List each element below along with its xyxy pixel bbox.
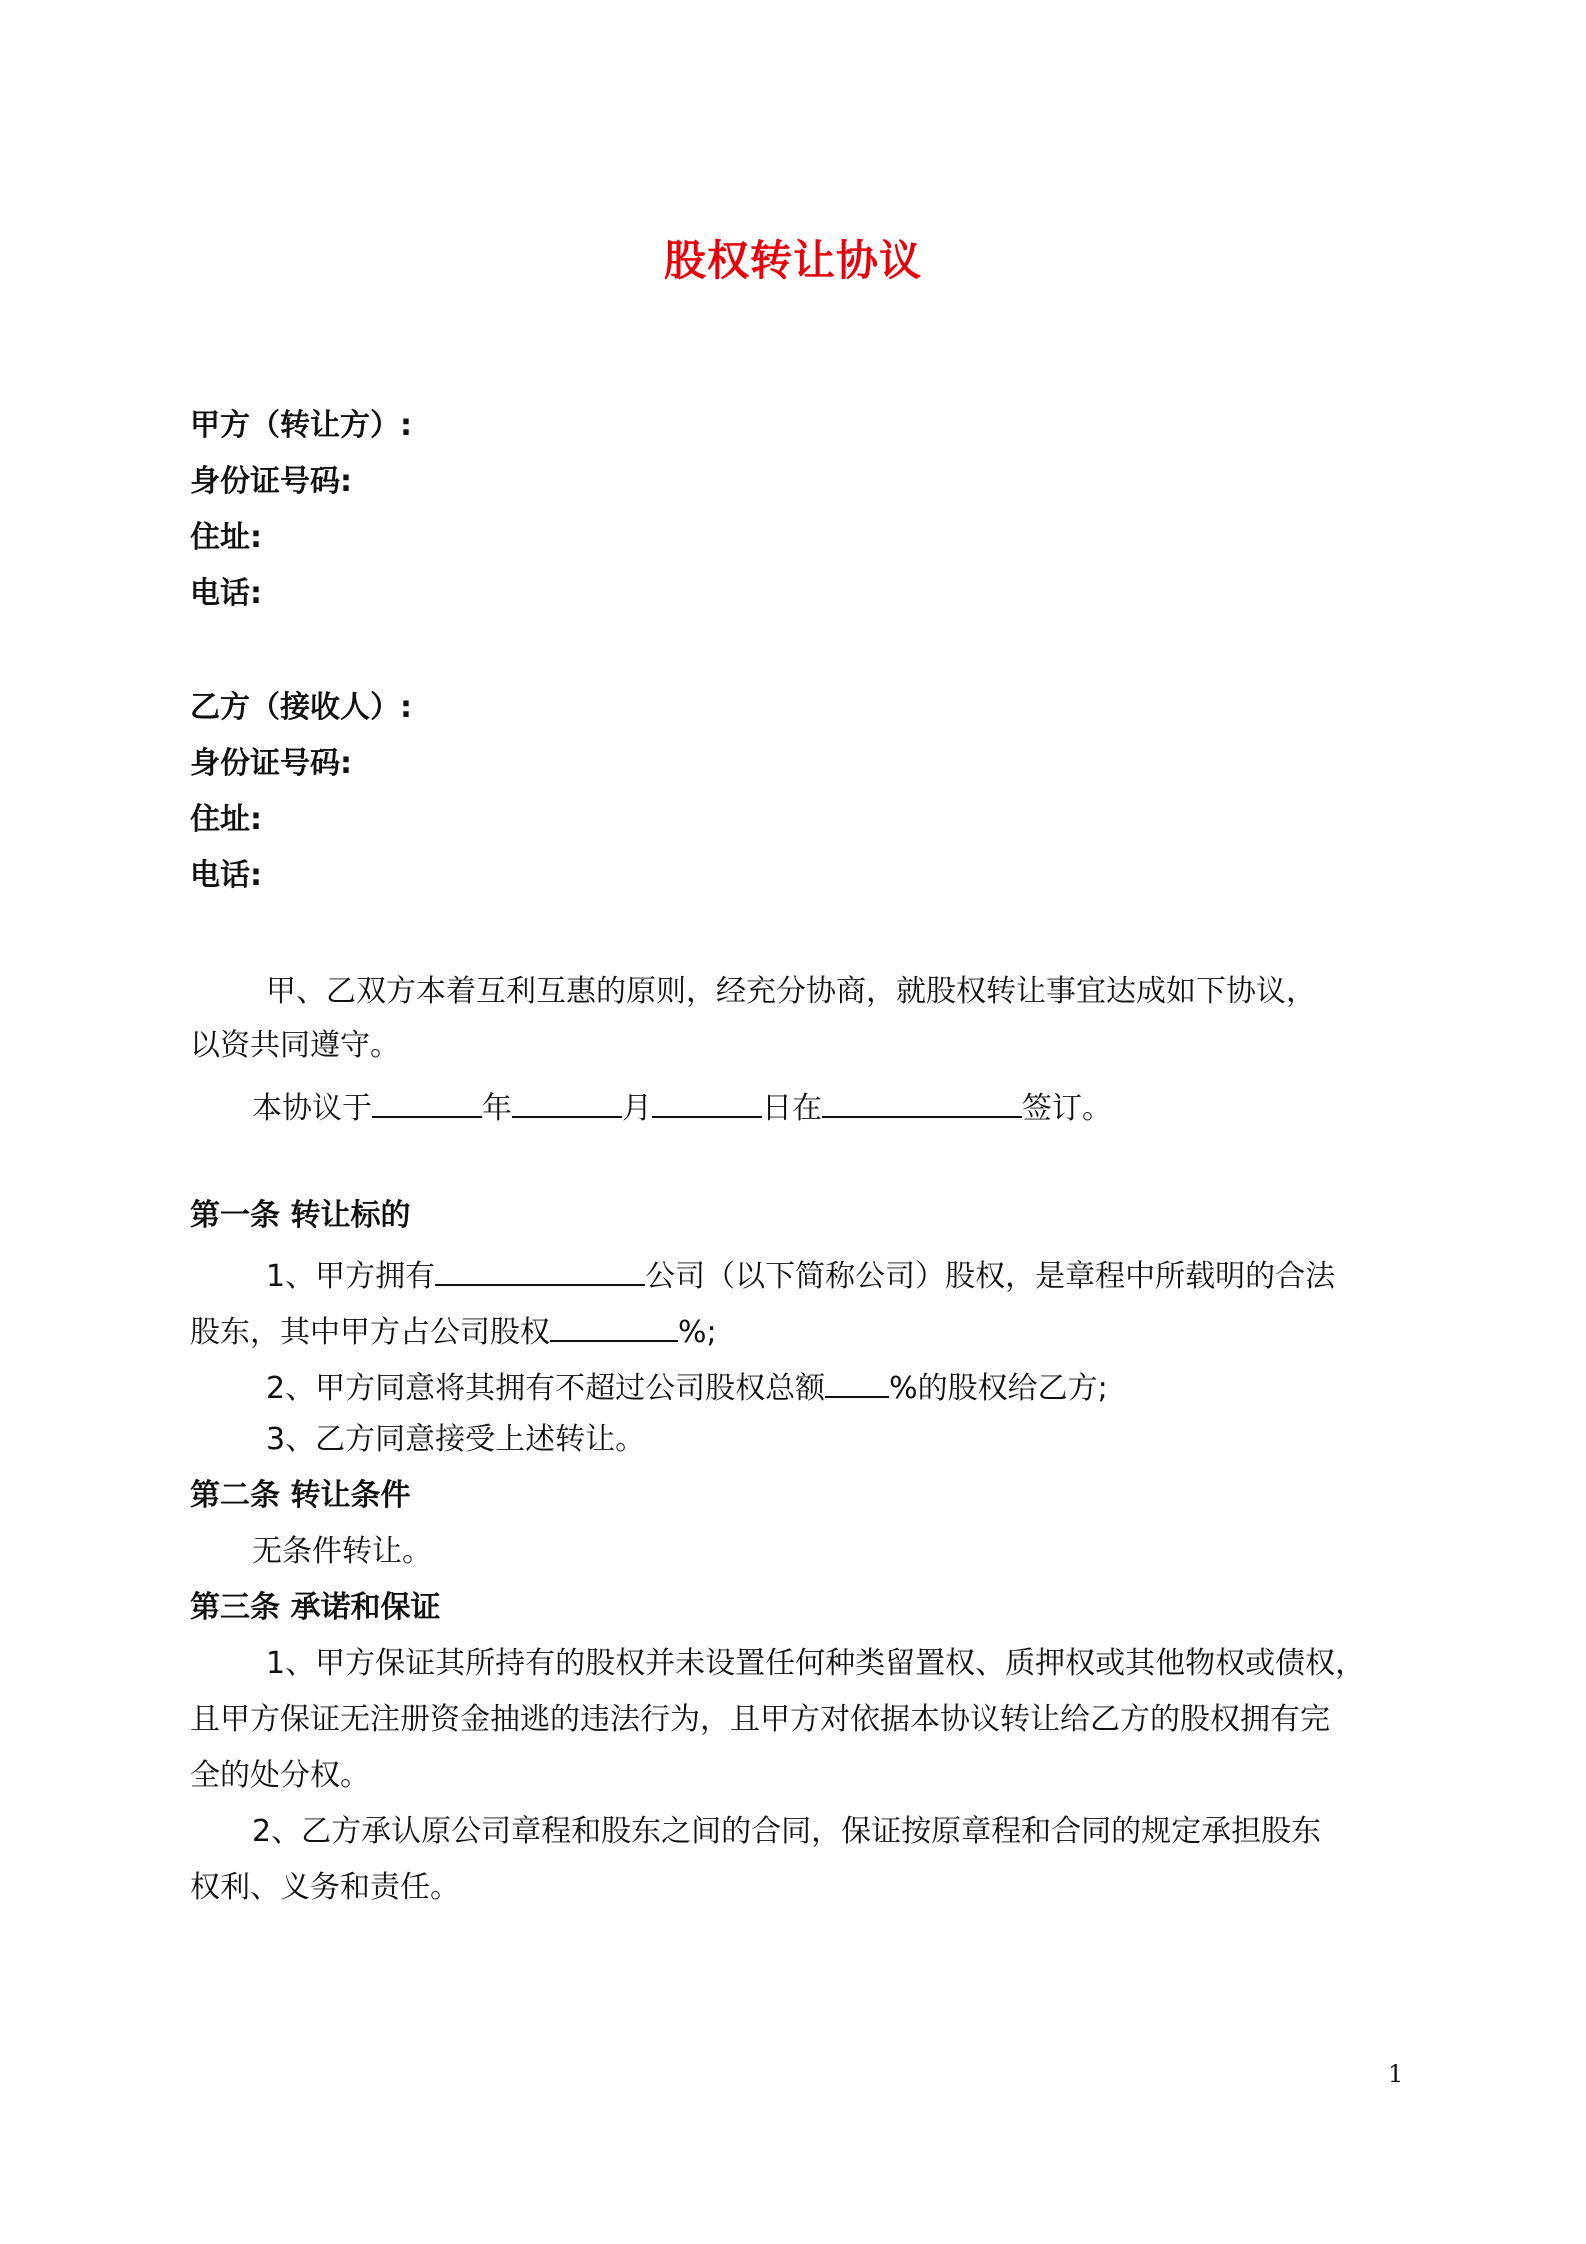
party-b-name-label: 乙方（接收人）: — [190, 690, 412, 725]
article-3-item-1-line-1: 1、甲方保证其所持有的股权并未设置任何种类留置权、质押权或其他物权或债权， — [266, 1646, 1366, 1681]
article-3-heading: 第三条 承诺和保证 — [190, 1590, 441, 1625]
article-1-item-2 — [266, 1364, 1108, 1409]
article-1-item-1 — [266, 1252, 1335, 1297]
document-title: 股权转让协议 — [663, 236, 922, 285]
article-3-item-2-line-2: 权利、义务和责任。 — [190, 1870, 460, 1905]
item-text: 1、甲方拥有 — [266, 1259, 436, 1294]
article-1-heading: 第一条 转让标的 — [190, 1198, 411, 1233]
party-a-id-label: 身份证号码: — [190, 464, 352, 499]
intro-line-2: 以资共同遵守。 — [190, 1028, 400, 1063]
month-label: 月 — [622, 1091, 652, 1126]
company-name-blank[interactable] — [435, 1252, 645, 1286]
month-blank[interactable] — [512, 1084, 622, 1118]
item-text: %; — [678, 1315, 717, 1350]
signed-label: 签订。 — [1022, 1091, 1112, 1126]
article-1-item-1-cont — [190, 1308, 717, 1353]
place-blank[interactable] — [822, 1084, 1022, 1118]
page-number: 1 — [1388, 2060, 1404, 2088]
day-at-label: 日在 — [762, 1091, 822, 1126]
signing-prefix: 本协议于 — [252, 1091, 372, 1126]
article-3-item-2-line-1: 2、乙方承认原公司章程和股东之间的合同，保证按原章程和合同的规定承担股东 — [252, 1814, 1322, 1849]
year-label: 年 — [482, 1091, 512, 1126]
party-b-phone-label: 电话: — [190, 858, 262, 893]
article-3-item-1-line-3: 全的处分权。 — [190, 1758, 370, 1793]
item-text: 2、甲方同意将其拥有不超过公司股权总额 — [266, 1371, 826, 1406]
item-text: %的股权给乙方; — [889, 1371, 1108, 1406]
item-text: 公司（以下简称公司）股权，是章程中所载明的合法 — [645, 1259, 1336, 1294]
article-1-item-3: 3、乙方同意接受上述转让。 — [266, 1422, 646, 1457]
party-b-id-label: 身份证号码: — [190, 746, 352, 781]
transfer-percent-blank[interactable] — [825, 1364, 889, 1398]
party-a-address-label: 住址: — [190, 520, 262, 555]
party-b-address-label: 住址: — [190, 802, 262, 837]
share-percent-blank[interactable] — [550, 1308, 678, 1342]
day-blank[interactable] — [652, 1084, 762, 1118]
article-3-item-1-line-2: 且甲方保证无注册资金抽逃的违法行为，且甲方对依据本协议转让给乙方的股权拥有完 — [190, 1702, 1330, 1737]
party-a-phone-label: 电话: — [190, 576, 262, 611]
item-text: 股东，其中甲方占公司股权 — [190, 1315, 550, 1350]
party-a-name-label: 甲方（转让方）: — [190, 408, 412, 443]
intro-line-1: 甲、乙双方本着互利互惠的原则，经充分协商，就股权转让事宜达成如下协议， — [266, 974, 1316, 1009]
article-2-body: 无条件转让。 — [252, 1534, 432, 1569]
year-blank[interactable] — [372, 1084, 482, 1118]
article-2-heading: 第二条 转让条件 — [190, 1478, 411, 1513]
signing-line — [252, 1084, 1112, 1129]
